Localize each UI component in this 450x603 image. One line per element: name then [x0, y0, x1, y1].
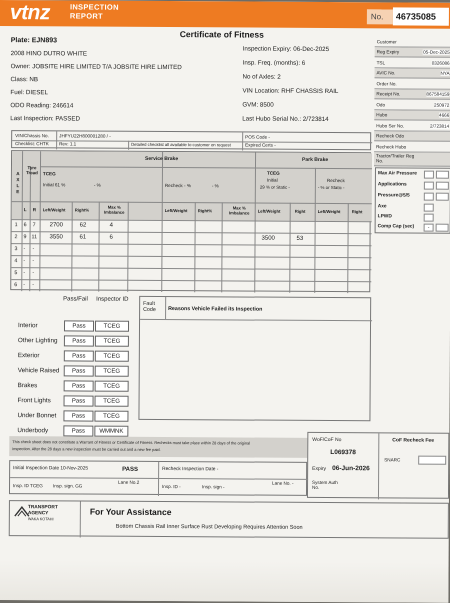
vin-label: VIN/Chassis No. [15, 133, 49, 138]
checklist: Checklist: CHTK [15, 141, 49, 146]
table-row: 6 - - [12, 151, 370, 153]
panel-row-reg-expiry: Reg Expiry 05-Dec-2025 [375, 47, 450, 58]
wof-cof-number: L069378 [330, 449, 356, 456]
list-item: Vehicle Raised Pass TCEG [0, 0, 450, 3]
last-inspection: Last Inspection: PASSED [10, 115, 80, 122]
plate: Plate: EJN893 [11, 37, 57, 44]
panel-row-recheck-odo: Recheck Odo [374, 131, 450, 142]
assistance-note: Bottom Chassis Rail Inner Surface Rust Developing Requires Attention Soon [116, 524, 303, 531]
inspection-frequency: Insp. Freq. (months): 6 [243, 59, 306, 66]
list-item: Interior Pass TCEG [0, 0, 450, 3]
service-brake-label: Service Brake [145, 156, 178, 162]
vehicle-model: 2008 HINO DUTRO WHITE [11, 50, 87, 57]
table-row: 2 9 11 3550 61 6 3500 53 [12, 151, 370, 153]
panel-row-recheck-hubo: Recheck Hubo [374, 141, 450, 152]
panel-row-receipt: Receipt No. 867584159 [374, 89, 450, 100]
vtnz-logo: vtnz [10, 1, 50, 25]
number-of-axles: No of Axles: 2 [243, 73, 281, 80]
brake-table: A X L E Tyre Tread Service Brake Park Brake TCEG Initial 61 % - % Recheck - % - % TCEG Initial 29 % or Static - Recheck - % or Static - L R Left/Weight Right% Max % Imbalance Left/Weight Right% Max % Imbalance Left/Weight Right Left/Weight Right 1 6 7 2700 62 4 2 9 11 3550 61 6 3500 53 3 - - 4 - - 5 - - 6 - - [10, 150, 371, 292]
inspection-dates-box: Initial Inspection Date 10-Nov-2025 PASS Recheck Inspection Date - Insp. ID TCEG Insp. sign. GG Lane No.2 Insp. ID - Insp. sign - Lane No. - [9, 460, 307, 496]
list-item: Exterior Pass TCEG [0, 0, 450, 3]
panel-row-avic: AVIC No. NYA [375, 68, 450, 79]
table-row: 1 6 7 2700 62 4 [12, 151, 370, 153]
list-item: Brakes Pass TCEG [0, 0, 450, 3]
disclaimer-line-2: inspection. After the 28 days a new inspection must be carried out and a new fee paid. [12, 446, 160, 452]
expired-certs: Expired Certs - [245, 143, 276, 148]
last-hubo-serial: Last Hubo Serial No.: 2/723814 [242, 115, 328, 123]
panel-row-odo: Odo 250972 [374, 99, 450, 110]
vin-value: JHFYU22H800001280 / - [59, 133, 111, 138]
panel-row-customer: Customer [375, 36, 450, 47]
page-title: Certificate of Fitness [180, 29, 264, 40]
assistance-title: For Your Assistance [90, 507, 172, 517]
pos-code: POS Code - [245, 134, 270, 139]
odo-reading: ODO Reading: 246614 [10, 102, 73, 109]
gvm: GVM: 8500 [242, 101, 273, 108]
vin-location: VIN Location: RHF CHASSIS RAIL [242, 87, 338, 95]
fuel: Fuel: DIESEL [10, 89, 48, 96]
cof-expiry: 06-Jun-2026 [332, 465, 370, 472]
pass-fail-header: Pass/Fail [63, 296, 88, 302]
list-item: Underbody Pass WMMNK [0, 0, 450, 3]
fault-box [138, 296, 371, 421]
tyre-tread-label: Tyre Tread [23, 165, 41, 175]
owner: Owner: JOBSITE HIRE LIMITED T/A JOBSITE HIRE LIMITED [11, 63, 182, 71]
disclaimer-line-1: This check sheet does not constitute a Warrant of Fitness or Certificate of Fitness. Rechecks must take place within 28 days of the original [12, 439, 250, 445]
report-number: 46735085 [393, 7, 449, 25]
initial-result: PASS [122, 467, 138, 473]
report-header [0, 0, 450, 29]
inspector-id-header: Inspector ID [96, 297, 128, 303]
recheck-inspection-date: Recheck Inspection Date - [162, 467, 218, 472]
failure-reasons-header: Reasons Vehicle Failed its Inspection [168, 306, 262, 313]
initial-inspection-date: Initial Inspection Date 10-Nov-2025 [13, 466, 88, 471]
list-item: Under Bonnet Pass TCEG [0, 0, 450, 3]
inspection-expiry: Inspection Expiry: 06-Dec-2025 [243, 45, 329, 53]
panel-row-tsl: TSL 0326086 [375, 57, 450, 68]
fault-code-header: Fault Code [143, 301, 163, 313]
list-item: Other Lighting Pass TCEG [0, 0, 450, 3]
panel-row-hubo-serial: Hubo Ser No. 2/723814 [374, 120, 450, 131]
vehicle-class: Class: NB [10, 76, 38, 83]
panel-row-trailer-reg: Tractor/Trailer Reg No. [374, 152, 450, 166]
panel-row-order: Order No. [374, 78, 450, 89]
park-brake-label: Park Brake [302, 157, 328, 163]
detailed-checklist-note: Detailed checklist all available to customer on request [131, 142, 231, 148]
panel-row-hubo: Hubo 4666 [374, 110, 450, 121]
logo-subtitle: INSPECTION REPORT [70, 2, 119, 20]
table-row: 3 - - [12, 151, 370, 153]
checklist-rev: Rev: 1.1 [59, 141, 76, 146]
list-item: Front Lights Pass TCEG [0, 0, 450, 3]
vin-checklist-row [11, 130, 371, 150]
disclaimer-bar [9, 436, 307, 458]
assistance-box: TRANSPORT AGENCY WAKA KOTAHI For Your Assistance Bottom Chassis Rail Inner Surface Rust Developing Requires Attention Soon [9, 500, 449, 539]
axle-label: A X L E [15, 171, 21, 195]
wof-cof-box: WoF/CoF No L069378 Expiry 06-Jun-2026 System Auth No. CoF Recheck Fee SNARC [307, 432, 449, 499]
report-number-label: No. [367, 9, 393, 24]
page-bottom-margin [0, 560, 449, 603]
air-pressure-panel: Max Air Pressure Applications Pressure@5/5 Axe LPWD Comp Cap (sec) - [375, 167, 450, 233]
table-row: 4 - - [12, 151, 370, 153]
table-row: 5 - - [12, 151, 370, 153]
